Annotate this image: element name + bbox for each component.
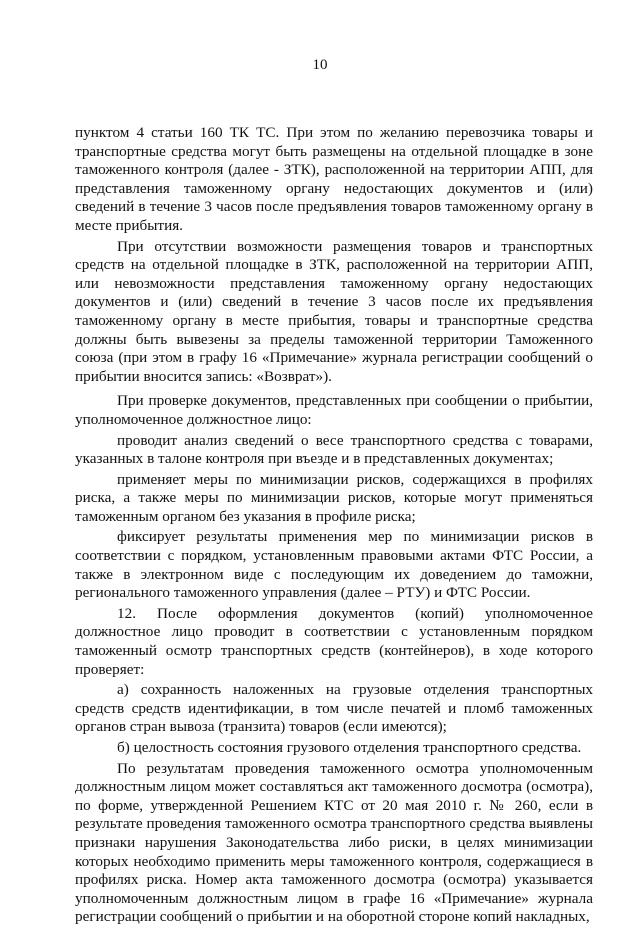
- paragraph-item-b: б) целостность состояния грузового отделения транспортного средства.: [117, 739, 582, 756]
- paragraph-continuation: пунктом 4 статьи 160 ТК ТС. При этом по желанию перевозчика товары и транспортные средства могут быть размещены на отдельной площадке в зоне таможенного контроля (далее - ЗТК), расположенной на территории АПП, для представления таможенному органу недостающих документов и (или) сведений в течение 3 часов после предъявления товаров таможенному органу в месте прибытия.: [75, 124, 593, 234]
- paragraph-item-12: 12. После оформления документов (копий) уполномоченное должностное лицо проводит в соответствии с установленным порядком таможенный осмотр транспортных средств (контейнеров), в ходе которого проверяет:: [75, 604, 593, 678]
- paragraph-document-check: При проверке документов, представленных при сообщении о прибытии, уполномоченное должностное лицо:: [75, 392, 593, 428]
- paragraph-record-results: фиксирует результаты применения мер по минимизации рисков в соответствии с порядком, установленным правовыми актами ФТС России, а также в электронном виде с последующим их доведением до таможни, регионального таможенного управления (далее – РТУ) и ФТС России.: [75, 528, 593, 602]
- paragraph-no-placement: При отсутствии возможности размещения товаров и транспортных средств на отдельной площадке в ЗТК, расположенной на территории АПП, или невозможности представления таможенному органу недостающих документов и (или) сведений в течение 3 часов после их предъявления таможенному органу в месте прибытия, товары и транспортные средства должны быть вывезены за пределы таможенной территории Таможенного союза (при этом в графу 16 «Примечание» журнала регистрации сообщений о прибытии вносится запись: «Возврат»).: [75, 237, 593, 385]
- paragraph-risk-measures: применяет меры по минимизации рисков, содержащихся в профилях риска, а также меры по минимизации рисков, которые могут применяться таможенным органом без указания в профиле риска;: [75, 470, 593, 525]
- document-body: [75, 124, 593, 929]
- paragraph-weight-analysis: проводит анализ сведений о весе транспортного средства с товарами, указанных в талоне контроля при въезде и в представленных документах;: [75, 431, 593, 468]
- paragraph-inspection-results: По результатам проведения таможенного осмотра уполномоченным должностным лицом может составляться акт таможенного досмотра (осмотра), по форме, утвержденной Решением КТС от 20 мая 2010 г. № 260, если в результате проведения таможенного осмотра транспортного средства выявлены признаки нарушения Законодательства либо риски, в целях минимизации которых необходимо применить меры таможенного контроля, содержащиеся в профилях риска. Номер акта таможенного досмотра (осмотра) указывается уполномоченным должностным лицом в графе 16 «Примечание» журнала регистрации сообщений о прибытии и на оборотной стороне копий накладных,: [75, 759, 593, 926]
- paragraph-item-a: а) сохранность наложенных на грузовые отделения транспортных средств средств идентификации, в том числе печатей и пломб таможенных органов стран вывоза (транзита) товаров (если имеются);: [75, 681, 593, 736]
- page-number: 10: [312, 57, 328, 73]
